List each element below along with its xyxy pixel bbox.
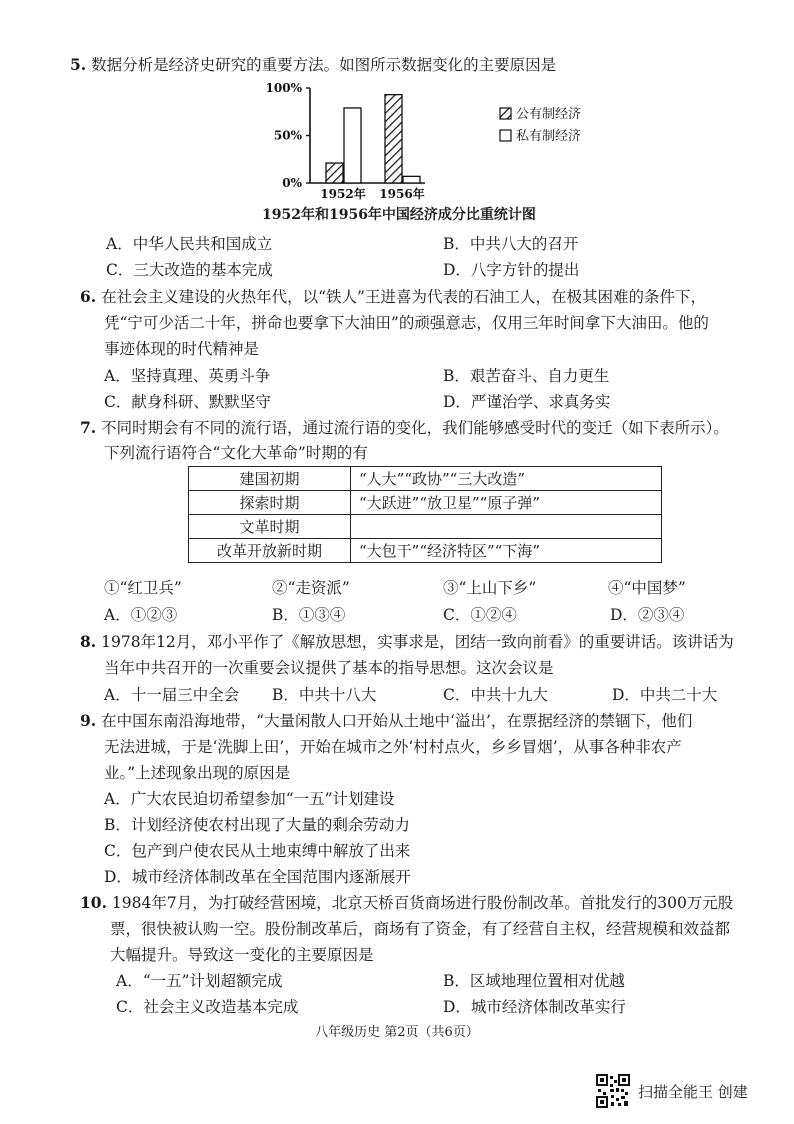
q7-option-d[interactable]: D．②③④ bbox=[610, 606, 685, 624]
q6-option-a[interactable]: A．坚持真理、英勇斗争 bbox=[104, 367, 271, 385]
q9-stem-line-3: 业。”上述现象出现的原因是 bbox=[104, 764, 291, 782]
q8-option-c[interactable]: C．中共十九大 bbox=[443, 686, 548, 704]
q5-stem bbox=[70, 55, 556, 75]
q5-option-b[interactable]: B．中共八大的召开 bbox=[443, 235, 579, 253]
bar-public-1 bbox=[326, 163, 343, 183]
q7-item-1: ①“红卫兵” bbox=[104, 579, 182, 597]
q7-item-4: ④“中国梦” bbox=[608, 579, 686, 597]
q8-stem-line-2: 当年中共召开的一次重要会议提供了基本的指导思想。这次会议是 bbox=[104, 659, 554, 677]
q7-item-2: ②“走资派” bbox=[272, 579, 350, 597]
q9-option-a[interactable]: A．广大农民迫切希望参加“一五”计划建设 bbox=[104, 790, 395, 808]
q9-number: 9. bbox=[80, 711, 97, 730]
chart-legend bbox=[500, 106, 581, 144]
q10-option-d[interactable]: D．城市经济体制改革实行 bbox=[443, 998, 626, 1016]
q5-stem-text: 数据分析是经济史研究的重要方法。如图所示数据变化的主要原因是 bbox=[91, 56, 557, 74]
legend-swatch bbox=[500, 130, 511, 141]
bar-private-1 bbox=[344, 108, 361, 183]
q7-number: 7. bbox=[80, 418, 97, 437]
q5-option-d[interactable]: D．八字方针的提出 bbox=[443, 261, 580, 279]
q7-item-3: ③“上山下乡” bbox=[443, 579, 537, 597]
q7-option-b[interactable]: B．①③④ bbox=[272, 606, 346, 624]
q6-number: 6. bbox=[80, 287, 97, 306]
q7-stem-line-1 bbox=[80, 418, 729, 438]
q10-option-c[interactable]: C．社会主义改造基本完成 bbox=[116, 998, 299, 1016]
q9-stem-line-2: 无法进城，于是‘洗脚上田’，开始在城市之外‘村村点火，乡乡冒烟’，从事各种非农产 bbox=[104, 738, 682, 756]
legend-entry: 公有制经济 bbox=[516, 107, 582, 122]
y-tick-label: 100% bbox=[265, 81, 302, 95]
phrases-cell: “人大”“政协”“三大改造” bbox=[351, 467, 662, 491]
y-tick-label: 0% bbox=[282, 176, 302, 190]
scanner-text: 扫描全能王 创建 bbox=[638, 1082, 748, 1101]
q7-option-c[interactable]: C．①②④ bbox=[443, 606, 517, 624]
table-row bbox=[189, 539, 662, 563]
q6-option-d[interactable]: D．严谨治学、求真务实 bbox=[443, 393, 611, 411]
legend-swatch bbox=[500, 108, 511, 119]
q10-text-1: 1984年7月，为打破经营困境，北京天桥百货商场进行股份制改革。首批发行的300万元股 bbox=[111, 894, 734, 912]
q6-text-1: 在社会主义建设的火热年代，以“铁人”王进喜为代表的石油工人，在极其困难的条件下， bbox=[101, 288, 706, 306]
q8-text-1: 1978年12月，邓小平作了《解放思想，实事求是，团结一致向前看》的重要讲话。该讲话为 bbox=[101, 633, 734, 651]
chart-bars bbox=[326, 95, 420, 183]
table-row bbox=[189, 515, 662, 539]
q9-stem-line-1 bbox=[80, 711, 692, 731]
phrases-cell bbox=[351, 515, 662, 539]
q8-option-a[interactable]: A．十一届三中全会 bbox=[104, 686, 240, 704]
legend-entry: 私有制经济 bbox=[516, 129, 582, 144]
q5-number: 5. bbox=[70, 55, 87, 74]
q6-stem-line-3: 事迹体现的时代精神是 bbox=[104, 340, 260, 358]
q6-stem-line-2: 凭“宁可少活二十年，拼命也要拿下大油田”的顽强意志，仅用三年时间拿下大油田。他的 bbox=[104, 314, 709, 332]
phrases-cell: “大包干”“经济特区”“下海” bbox=[351, 539, 662, 563]
y-tick-label: 50% bbox=[273, 128, 302, 143]
q7-option-a[interactable]: A．①②③ bbox=[104, 606, 178, 624]
slang-table bbox=[188, 466, 662, 563]
q6-option-c[interactable]: C．献身科研、默默坚守 bbox=[104, 393, 271, 411]
q6-option-b[interactable]: B．艰苦奋斗、自力更生 bbox=[443, 367, 610, 385]
q10-stem-line-3: 大幅提升。导致这一变化的主要原因是 bbox=[110, 946, 374, 964]
qr-code-icon bbox=[596, 1074, 630, 1108]
economy-composition-chart bbox=[250, 78, 610, 223]
q9-text-1: 在中国东南沿海地带，“大量闲散人口开始从土地中‘溢出’，在票据经济的禁锢下，他们 bbox=[101, 712, 693, 730]
q8-stem-line-1 bbox=[80, 632, 734, 652]
q10-stem-line-1 bbox=[80, 893, 733, 913]
q5-option-a[interactable]: A．中华人民共和国成立 bbox=[106, 235, 273, 253]
q10-number: 10. bbox=[80, 893, 107, 912]
q10-option-a[interactable]: A．“一五”计划超额完成 bbox=[116, 972, 283, 990]
q7-stem-line-2: 下列流行语符合“文化大革命”时期的有 bbox=[104, 444, 368, 462]
q6-stem-line-1 bbox=[80, 287, 706, 307]
q8-number: 8. bbox=[80, 632, 97, 651]
q9-option-c[interactable]: C．包产到户使农民从土地束缚中解放了出来 bbox=[104, 842, 411, 860]
page-footer: 八年级历史 第2页（共6页） bbox=[315, 1025, 479, 1040]
period-cell: 文革时期 bbox=[189, 515, 351, 539]
scanner-watermark bbox=[596, 1074, 748, 1108]
q5-option-c[interactable]: C．三大改造的基本完成 bbox=[106, 261, 273, 279]
q10-option-b[interactable]: B．区域地理位置相对优越 bbox=[443, 972, 625, 990]
q9-option-b[interactable]: B．计划经济使农村出现了大量的剩余劳动力 bbox=[104, 816, 410, 834]
phrases-cell: “大跃进”“放卫星”“原子弹” bbox=[351, 491, 662, 515]
q9-option-d[interactable]: D．城市经济体制改革在全国范围内逐渐展开 bbox=[104, 868, 411, 886]
bar-private-2 bbox=[403, 176, 420, 183]
q8-option-d[interactable]: D．中共二十大 bbox=[612, 686, 718, 704]
period-cell: 改革开放新时期 bbox=[189, 539, 351, 563]
q8-option-b[interactable]: B．中共十八大 bbox=[272, 686, 377, 704]
chart-title: 1952年和1956年中国经济成分比重统计图 bbox=[262, 207, 536, 223]
x-tick-label: 1956年 bbox=[379, 187, 425, 201]
bar-public-2 bbox=[385, 95, 402, 183]
q10-stem-line-2: 票，很快被认购一空。股份制改革后，商场有了资金，有了经营自主权，经营规模和效益都 bbox=[110, 920, 731, 938]
period-cell: 探索时期 bbox=[189, 491, 351, 515]
q7-text-1: 不同时期会有不同的流行语，通过流行语的变化，我们能够感受时代的变迁（如下表所示）。 bbox=[101, 419, 729, 437]
table-row bbox=[189, 491, 662, 515]
x-tick-label: 1952年 bbox=[320, 187, 366, 201]
period-cell: 建国初期 bbox=[189, 467, 351, 491]
table-row bbox=[189, 467, 662, 491]
